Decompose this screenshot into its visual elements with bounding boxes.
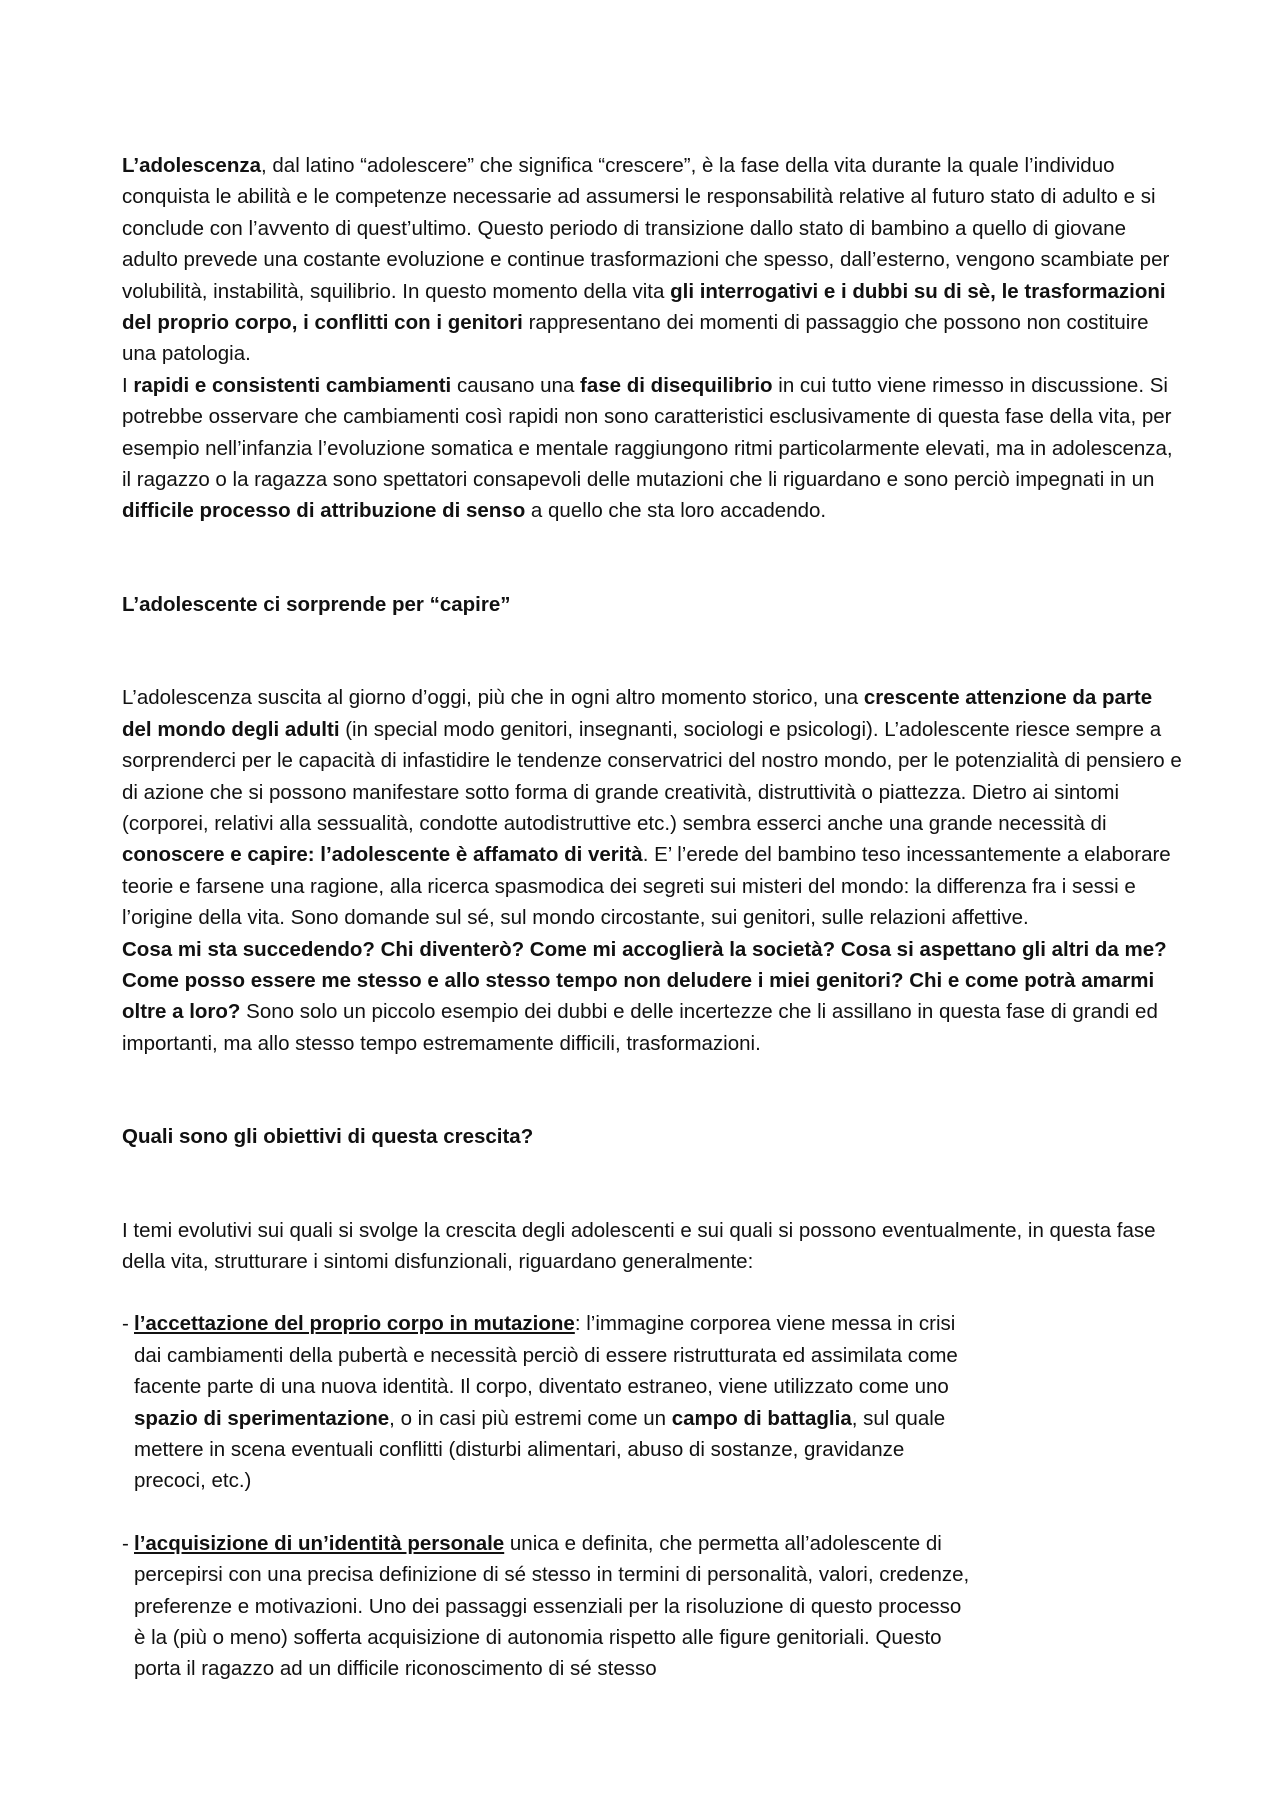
body-text: a quello che sta loro accadendo. bbox=[525, 499, 827, 523]
underlined-bold-text: l’accettazione del proprio corpo in mutazione bbox=[134, 1312, 575, 1336]
body-text: , dal latino “adolescere” che significa “crescere”, è la fase della vita durante la quale l’individuo conquista le abilità e le competenze necessarie ad assumersi le responsabilità relative al futuro stato di adulto e si conclude con l’avvento di quest’ultimo. Questo periodo di transizione dallo stato di bambino a quello di giovane adulto prevede una costante evoluzione e continue trasformazioni che spesso, dall’esterno, vengono scambiate per volubilità, instabilità, squilibrio. In questo momento della vita bbox=[122, 154, 1170, 303]
spacer bbox=[122, 620, 1182, 682]
section-heading: L’adolescente ci sorprende per “capire” bbox=[122, 592, 511, 616]
spacer bbox=[122, 1059, 1182, 1121]
bold-text: spazio di sperimentazione bbox=[134, 1406, 390, 1430]
body-text: Sono solo un piccolo esempio dei dubbi e delle incertezze che li assillano in questa fase di grandi ed importanti, ma allo stesso tempo estremamente difficili, trasformazioni. bbox=[122, 1000, 1158, 1055]
bold-text: gli interrogativi e i dubbi su di sè, le trasformazioni del proprio corpo, i conflitti con i genitori bbox=[122, 279, 1166, 335]
bold-text: difficile processo di attribuzione di senso bbox=[122, 499, 526, 523]
body-text: L’adolescenza suscita al giorno d’oggi, più che in ogni altro momento storico, una bbox=[122, 686, 864, 710]
body-text: , sul quale mettere in scena eventuali conflitti (disturbi alimentari, abuso di sostanze, gravidanze precoci, etc.) bbox=[134, 1406, 946, 1493]
body-text: , o in casi più estremi come un bbox=[389, 1406, 672, 1430]
spacer bbox=[122, 1497, 1182, 1528]
underlined-bold-text: l’acquisizione di un’identità personale bbox=[134, 1531, 505, 1555]
bold-text: L’adolescenza bbox=[122, 154, 262, 177]
section-heading: Quali sono gli obiettivi di questa crescita? bbox=[122, 1125, 534, 1149]
body-text: in cui tutto viene rimesso in discussione. Si potrebbe osservare che cambiamenti così rapidi non sono caratteristici esclusivamente di questa fase della vita, per esempio nell’infanzia l’evoluzione somatica e mentale raggiungono ritmi particolarmente elevati, ma in adolescenza, il ragazzo o la ragazza sono spettatori consapevoli delle mutazioni che li riguardano e sono perciò impegnati in un bbox=[122, 373, 1173, 492]
paragraph-changes bbox=[122, 370, 1182, 527]
document-body bbox=[122, 150, 1182, 1685]
body-text: . E’ l’erede del bambino teso incessantemente a elaborare teorie e farsene una ragione, alla ricerca spasmodica dei segreti sui misteri del mondo: la differenza fra i sessi e l’origine della vita. Sono domande sul sé, sul mondo circostante, sui genitori, sulle relazioni affettive. bbox=[122, 843, 1171, 930]
spacer bbox=[122, 527, 1182, 589]
bold-text: conoscere e capire: l’adolescente è affamato di verità bbox=[122, 843, 643, 867]
list-dash: - bbox=[122, 1312, 129, 1336]
body-text: rappresentano dei momenti di passaggio che possono non costituire una patologia. bbox=[122, 311, 1149, 366]
body-text: causano una bbox=[451, 373, 581, 397]
body-text: : l’immagine corporea viene messa in crisi dai cambiamenti della pubertà e necessità perciò di essere ristrutturata ed assimilata come facente parte di una nuova identità. Il corpo, diventato estraneo, viene utilizzato come uno bbox=[134, 1312, 958, 1399]
body-text: unica e definita, che permetta all’adolescente di percepirsi con una precisa definizione di sé stesso in termini di personalità, valori, credenze, preferenze e motivazioni. Uno dei passaggi essenziali per la risoluzione di questo processo è la (più o meno) sofferta acquisizione di autonomia rispetto alle figure genitoriali. Questo porta il ragazzo ad un difficile riconoscimento di sé stesso bbox=[134, 1531, 970, 1681]
bold-text: crescente attenzione da parte del mondo degli adulti bbox=[122, 686, 1153, 741]
paragraph-themes: I temi evolutivi sui quali si svolge la crescita degli adolescenti e sui quali si possono eventualmente, in questa fase della vita, strutturare i sintomi disfunzionali, riguardano generalmente: bbox=[122, 1218, 1156, 1273]
spacer bbox=[122, 1153, 1182, 1215]
body-text: I bbox=[122, 373, 134, 397]
body-text: (in special modo genitori, insegnanti, sociologi e psicologi). L’adolescente riesce sempre a sorprenderci per le capacità di infastidire le tendenze conservatrici del nostro mondo, per le potenzialità di pensiero e di azione che si possono manifestare sotto forma di grande creatività, distruttività o piattezza. Dietro ai sintomi (corporei, relativi alla sessualità, condotte autodistruttive etc.) sembra esserci anche una grande necessità di bbox=[122, 717, 1182, 835]
list-dash: - bbox=[122, 1531, 129, 1555]
paragraph-intro bbox=[122, 150, 1182, 370]
list-item bbox=[122, 1528, 974, 1685]
bold-text: Cosa mi sta succedendo? Chi diventerò? Come mi accoglierà la società? Cosa si aspettano gli altri da me? Come posso essere me stesso e allo stesso tempo non deludere i miei genitori? Chi e come potrà amarmi oltre a loro? bbox=[122, 937, 1167, 1024]
bold-text: campo di battaglia bbox=[671, 1406, 852, 1430]
spacer bbox=[122, 1277, 1182, 1308]
bold-text: rapidi e consistenti cambiamenti bbox=[133, 373, 452, 397]
bold-text: fase di disequilibrio bbox=[580, 373, 773, 397]
paragraph-questions bbox=[122, 934, 1182, 1060]
list-item bbox=[122, 1308, 974, 1496]
paragraph-attention bbox=[122, 682, 1182, 933]
